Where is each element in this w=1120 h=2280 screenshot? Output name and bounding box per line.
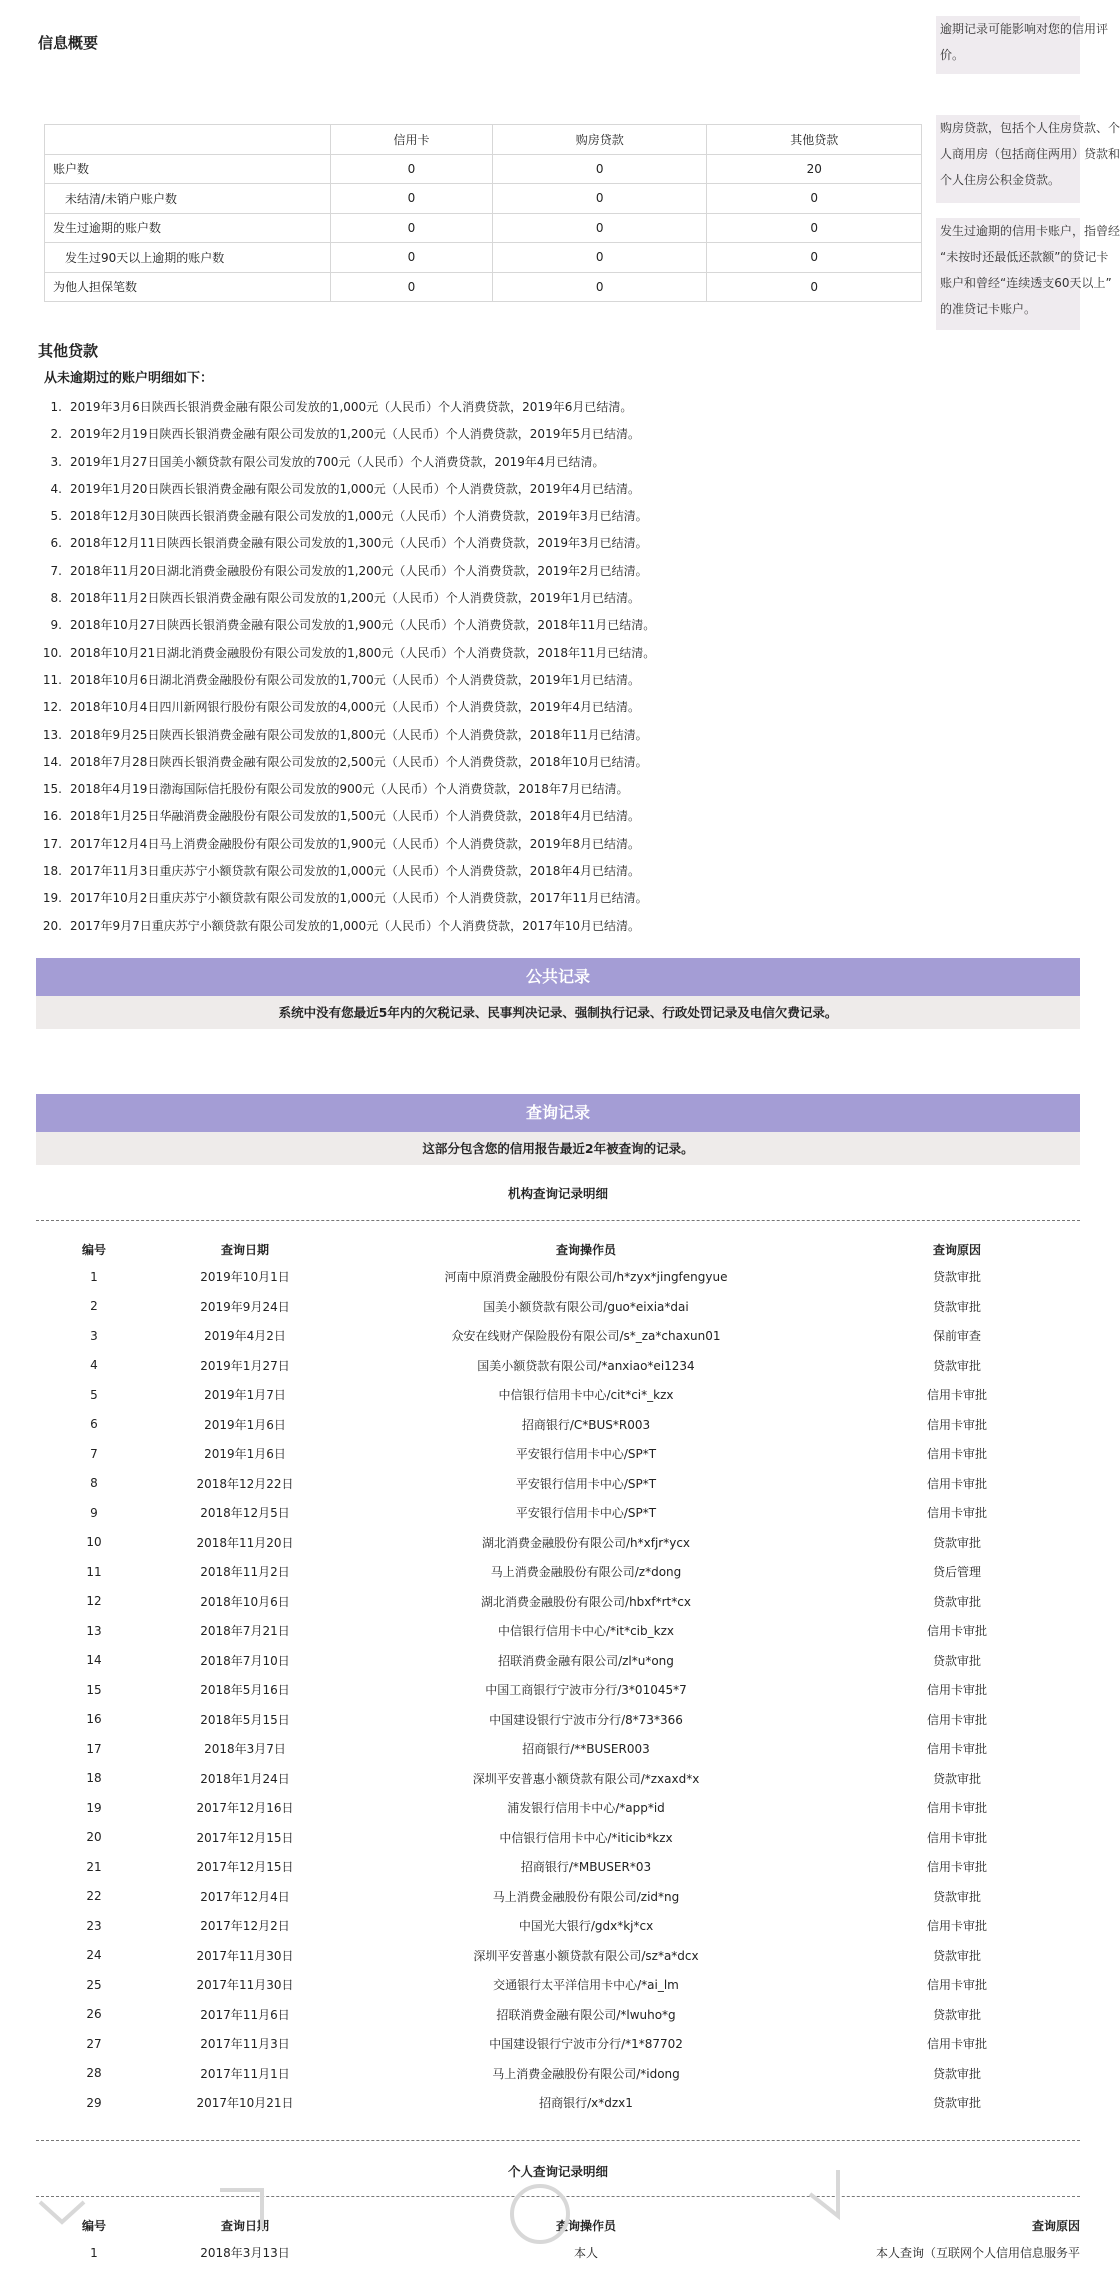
cell-reason: 本人查询（互联网个人信用信息服务平 <box>875 2246 1080 2261</box>
cell-value: 0 <box>492 272 707 302</box>
list-item <box>36 776 655 803</box>
list-item <box>36 858 655 885</box>
table-row <box>36 1734 1080 1764</box>
list-item <box>36 476 655 503</box>
list-item-text: 2019年1月20日陕西长银消费金融有限公司发放的1,000元（人民币）个人消费贷款，2019年4月已结清。 <box>70 481 640 496</box>
list-item-number: 9. <box>50 618 62 633</box>
cell-date: 2018年10月6日 <box>200 1594 290 1609</box>
cell-operator: 马上消费金融股份有限公司/*idong <box>492 2066 680 2081</box>
list-item-text: 2018年4月19日渤海国际信托股份有限公司发放的900元（人民币）个人消费贷款，2018年7月已结清。 <box>70 782 629 797</box>
cell-date: 2018年12月22日 <box>196 1476 294 1491</box>
table-row <box>36 2059 1080 2089</box>
cell-date: 2018年11月2日 <box>200 1565 290 1580</box>
cell-value: 0 <box>331 213 493 243</box>
cell-date: 2019年1月27日 <box>200 1358 290 1373</box>
cell-no: 11 <box>86 1564 102 1579</box>
personal-inquiry-title: 个人查询记录明细 <box>507 2164 608 2179</box>
table-row <box>36 1882 1080 1912</box>
header-mortgage: 购房贷款 <box>492 125 707 155</box>
list-item <box>36 585 655 612</box>
list-item-text: 2017年9月7日重庆苏宁小额贷款有限公司发放的1,000元（人民币）个人消费贷款，2017年10月已结清。 <box>70 918 640 933</box>
cell-no: 8 <box>90 1476 98 1491</box>
row-label: 发生过逾期的账户数 <box>45 213 331 243</box>
table-row <box>36 2000 1080 2030</box>
row-label: 为他人担保笔数 <box>45 272 331 302</box>
cell-operator: 中国工商银行宁波市分行/3*01045*7 <box>485 1683 687 1698</box>
divider <box>36 2196 1080 2197</box>
cell-operator: 平安银行信用卡中心/SP*T <box>515 1506 657 1521</box>
cell-value: 0 <box>492 184 707 214</box>
list-item-number: 17. <box>42 836 62 851</box>
table-row <box>36 1764 1080 1794</box>
list-item-text: 2017年11月3日重庆苏宁小额贷款有限公司发放的1,000元（人民币）个人消费贷款，2018年4月已结清。 <box>70 864 640 879</box>
cell-date: 2017年10月21日 <box>196 2096 294 2111</box>
cell-operator: 中信银行信用卡中心/*it*cib_kzx <box>498 1624 674 1639</box>
cell-date: 2017年11月30日 <box>196 1978 294 1993</box>
cell-reason: 保前审查 <box>932 1329 981 1344</box>
cell-operator: 湖北消费金融股份有限公司/hbxf*rt*cx <box>481 1594 691 1609</box>
list-item-number: 4. <box>50 481 62 496</box>
personal-inquiry-rows <box>36 2238 1080 2268</box>
cell-operator: 招联消费金融有限公司/zl*u*ong <box>498 1653 674 1668</box>
cell-date: 2017年11月3日 <box>200 2037 290 2052</box>
cell-reason: 贷款审批 <box>932 1535 981 1550</box>
list-item-text: 2018年11月2日陕西长银消费金融有限公司发放的1,200元（人民币）个人消费贷款，2019年1月已结清。 <box>70 591 640 606</box>
cell-date: 2018年3月7日 <box>204 1742 286 1757</box>
cell-no: 15 <box>86 1682 102 1697</box>
table-row <box>36 1410 1080 1440</box>
header-no: 编号 <box>81 1242 106 1257</box>
list-item-number: 16. <box>42 809 62 824</box>
cell-no: 1 <box>90 1269 98 1284</box>
list-item-number: 8. <box>50 591 62 606</box>
cell-reason: 信用卡审批 <box>926 1860 987 1875</box>
header-operator: 查询操作员 <box>555 2218 616 2233</box>
header-other-loans: 其他贷款 <box>707 125 922 155</box>
cell-operator: 本人 <box>573 2246 598 2261</box>
cell-operator: 马上消费金融股份有限公司/z*dong <box>490 1565 682 1580</box>
cell-reason: 信用卡审批 <box>926 1624 987 1639</box>
other-loans-title: 其他贷款 <box>38 342 99 360</box>
list-item <box>36 722 655 749</box>
cell-reason: 贷款审批 <box>932 1653 981 1668</box>
inquiry-table-header <box>36 1236 1080 1262</box>
cell-operator: 交通银行太平洋信用卡中心/*ai_lm <box>493 1978 679 1993</box>
cell-date: 2018年12月5日 <box>200 1506 290 1521</box>
list-item <box>36 831 655 858</box>
cell-operator: 中国建设银行宁波市分行/*1*87702 <box>489 2037 683 2052</box>
list-item-number: 20. <box>42 918 62 933</box>
cell-no: 1 <box>90 2245 98 2260</box>
institution-inquiry-title: 机构查询记录明细 <box>507 1186 608 1201</box>
cell-operator: 招商银行/x*dzx1 <box>539 2096 633 2111</box>
other-loans-intro: 从未逾期过的账户明细如下： <box>44 371 214 386</box>
list-item <box>36 667 655 694</box>
cell-reason: 贷款审批 <box>932 1594 981 1609</box>
table-row <box>36 1321 1080 1351</box>
cell-no: 2 <box>90 1299 98 1314</box>
cell-no: 17 <box>86 1741 102 1756</box>
row-label: 未结清/未销户账户数 <box>45 184 331 214</box>
cell-no: 25 <box>86 1977 102 1992</box>
cell-reason: 贷款审批 <box>932 1270 981 1285</box>
table-row <box>36 1823 1080 1853</box>
list-item <box>36 394 655 421</box>
row-label: 发生过90天以上逾期的账户数 <box>45 243 331 273</box>
row-label: 账户数 <box>45 154 331 184</box>
cell-reason: 信用卡审批 <box>926 1830 987 1845</box>
cell-date: 2019年1月6日 <box>204 1417 286 1432</box>
cell-operator: 中信银行信用卡中心/*iticib*kzx <box>499 1830 673 1845</box>
table-row <box>36 1292 1080 1322</box>
cell-value: 0 <box>707 272 922 302</box>
table-row <box>45 272 922 302</box>
cell-reason: 贷款审批 <box>932 2066 981 2081</box>
cell-reason: 信用卡审批 <box>926 1978 987 1993</box>
cell-date: 2017年12月2日 <box>200 1919 290 1934</box>
side-note-overdue: 逾期记录可能影响对您的信用评 价。 <box>936 16 1080 74</box>
cell-no: 4 <box>90 1358 98 1373</box>
table-row <box>36 1351 1080 1381</box>
cell-no: 22 <box>86 1889 102 1904</box>
cell-value: 0 <box>707 243 922 273</box>
cell-reason: 信用卡审批 <box>926 1683 987 1698</box>
cell-reason: 信用卡审批 <box>926 1919 987 1934</box>
cell-no: 23 <box>86 1918 102 1933</box>
cell-no: 6 <box>90 1417 98 1432</box>
cell-operator: 国美小额贷款有限公司/*anxiao*ei1234 <box>477 1358 695 1373</box>
list-item <box>36 749 655 776</box>
table-row <box>36 1498 1080 1528</box>
header-operator: 查询操作员 <box>555 1242 616 1257</box>
cell-date: 2018年7月21日 <box>200 1624 290 1639</box>
table-row <box>36 1911 1080 1941</box>
list-item <box>36 913 655 940</box>
cell-date: 2019年10月1日 <box>200 1270 290 1285</box>
header-date: 查询日期 <box>220 2218 269 2233</box>
cell-reason: 贷款审批 <box>932 2096 981 2111</box>
cell-no: 5 <box>90 1387 98 1402</box>
list-item-text: 2018年9月25日陕西长银消费金融有限公司发放的1,800元（人民币）个人消费贷款，2018年11月已结清。 <box>70 727 648 742</box>
header-no: 编号 <box>81 2218 106 2233</box>
table-row <box>36 1469 1080 1499</box>
list-item <box>36 503 655 530</box>
cell-no: 20 <box>86 1830 102 1845</box>
cell-no: 19 <box>86 1800 102 1815</box>
cell-date: 2017年12月16日 <box>196 1801 294 1816</box>
cell-date: 2017年12月15日 <box>196 1860 294 1875</box>
list-item-number: 2. <box>50 427 62 442</box>
table-row <box>45 184 922 214</box>
table-row <box>36 1675 1080 1705</box>
cell-operator: 平安银行信用卡中心/SP*T <box>515 1476 657 1491</box>
table-row <box>36 1587 1080 1617</box>
cell-date: 2017年11月1日 <box>200 2066 290 2081</box>
table-row <box>45 213 922 243</box>
table-row <box>36 2029 1080 2059</box>
cell-no: 18 <box>86 1771 102 1786</box>
cell-reason: 贷后管理 <box>932 1565 981 1580</box>
list-item-number: 12. <box>42 700 62 715</box>
cell-date: 2019年1月7日 <box>204 1388 286 1403</box>
cell-no: 29 <box>86 2095 102 2110</box>
cell-date: 2017年12月4日 <box>200 1889 290 1904</box>
list-item-number: 1. <box>50 400 62 414</box>
list-item-text: 2018年10月27日陕西长银消费金融有限公司发放的1,900元（人民币）个人消费贷款，2018年11月已结清。 <box>70 618 656 633</box>
cell-no: 3 <box>90 1328 98 1343</box>
cell-operator: 招联消费金融有限公司/*lwuho*g <box>496 2007 676 2022</box>
list-item-text: 2018年12月30日陕西长银消费金融有限公司发放的1,000元（人民币）个人消费贷款，2019年3月已结清。 <box>70 509 648 524</box>
list-item-text: 2018年1月25日华融消费金融股份有限公司发放的1,500元（人民币）个人消费贷款，2018年4月已结清。 <box>70 809 640 824</box>
table-row <box>45 243 922 273</box>
table-row <box>36 1970 1080 2000</box>
overview-table <box>44 124 922 302</box>
cell-value: 0 <box>331 184 493 214</box>
cell-no: 7 <box>90 1446 98 1461</box>
cell-no: 24 <box>86 1948 102 1963</box>
cell-date: 2018年5月16日 <box>200 1683 290 1698</box>
cell-value: 0 <box>707 184 922 214</box>
cell-reason: 贷款审批 <box>932 1771 981 1786</box>
cell-operator: 马上消费金融股份有限公司/zid*ng <box>492 1889 680 1904</box>
cell-value: 0 <box>707 213 922 243</box>
side-note-mortgage: 购房贷款，包括个人住房贷款、个 人商用房（包括商住两用）贷款和 个人住房公积金贷款。 <box>936 115 1080 203</box>
institution-inquiry-rows <box>36 1262 1080 2118</box>
cell-value: 0 <box>492 243 707 273</box>
header-date: 查询日期 <box>220 1242 269 1257</box>
cell-no: 27 <box>86 2036 102 2051</box>
public-records-note: 系统中没有您最近5年内的欠税记录、民事判决记录、强制执行记录、行政处罚记录及电信欠费记录。 <box>36 996 1080 1029</box>
list-item-number: 5. <box>50 509 62 524</box>
personal-inquiry-table <box>36 2212 1080 2268</box>
cell-operator: 招商银行/C*BUS*R003 <box>521 1417 651 1432</box>
table-row <box>45 154 922 184</box>
cell-date: 2017年11月6日 <box>200 2007 290 2022</box>
list-item-number: 11. <box>42 672 62 687</box>
list-item-text: 2017年12月4日马上消费金融股份有限公司发放的1,900元（人民币）个人消费贷款，2019年8月已结清。 <box>70 836 640 851</box>
list-item <box>36 694 655 721</box>
list-item-text: 2017年10月2日重庆苏宁小额贷款有限公司发放的1,000元（人民币）个人消费贷款，2017年11月已结清。 <box>70 891 648 906</box>
cell-date: 2019年4月2日 <box>204 1329 286 1344</box>
cell-no: 21 <box>86 1859 102 1874</box>
cell-reason: 贷款审批 <box>932 1358 981 1373</box>
cell-no: 26 <box>86 2007 102 2022</box>
table-row <box>36 2238 1080 2268</box>
cell-value: 0 <box>331 243 493 273</box>
public-records-header: 公共记录 <box>36 958 1080 996</box>
list-item-number: 15. <box>42 782 62 797</box>
cell-no: 28 <box>86 2066 102 2081</box>
cell-value: 0 <box>492 154 707 184</box>
cell-operator: 浦发银行信用卡中心/*app*id <box>507 1801 665 1816</box>
header-reason: 查询原因 <box>932 1242 981 1257</box>
table-row <box>36 1439 1080 1469</box>
list-item-number: 14. <box>42 754 62 769</box>
table-row <box>36 1380 1080 1410</box>
cell-operator: 国美小额贷款有限公司/guo*eixia*dai <box>483 1299 689 1314</box>
cell-reason: 信用卡审批 <box>926 1388 987 1403</box>
cell-reason: 贷款审批 <box>932 2007 981 2022</box>
cell-reason: 信用卡审批 <box>926 1506 987 1521</box>
cell-date: 2019年1月6日 <box>204 1447 286 1462</box>
header-blank <box>45 125 331 155</box>
loan-list <box>36 394 655 940</box>
cell-reason: 信用卡审批 <box>926 2037 987 2052</box>
cell-reason: 信用卡审批 <box>926 1417 987 1432</box>
cell-operator: 深圳平安普惠小额贷款有限公司/*zxaxd*x <box>472 1771 700 1786</box>
list-item-number: 3. <box>50 454 62 469</box>
cell-value: 20 <box>707 154 922 184</box>
table-row <box>36 1793 1080 1823</box>
list-item-number: 19. <box>42 891 62 906</box>
list-item <box>36 803 655 830</box>
table-row <box>36 1557 1080 1587</box>
cell-no: 14 <box>86 1653 102 1668</box>
list-item <box>36 421 655 448</box>
list-item-number: 7. <box>50 563 62 578</box>
cell-operator: 招商银行/*MBUSER*03 <box>520 1860 652 1875</box>
cell-no: 12 <box>86 1594 102 1609</box>
cell-operator: 中国建设银行宁波市分行/8*73*366 <box>489 1712 683 1727</box>
cell-reason: 贷款审批 <box>932 1889 981 1904</box>
table-row <box>36 1852 1080 1882</box>
header-credit-card: 信用卡 <box>331 125 493 155</box>
inquiry-records-header: 查询记录 <box>36 1094 1080 1132</box>
list-item-text: 2018年10月6日湖北消费金融股份有限公司发放的1,700元（人民币）个人消费贷款，2019年1月已结清。 <box>70 672 640 687</box>
cell-reason: 信用卡审批 <box>926 1447 987 1462</box>
list-item-number: 6. <box>50 536 62 551</box>
list-item <box>36 612 655 639</box>
cell-operator: 深圳平安普惠小额贷款有限公司/sz*a*dcx <box>473 1948 699 1963</box>
cell-value: 0 <box>331 272 493 302</box>
list-item-text: 2018年10月21日湖北消费金融股份有限公司发放的1,800元（人民币）个人消费贷款，2018年11月已结清。 <box>70 645 656 660</box>
list-item <box>36 530 655 557</box>
side-note-credit-card: 发生过逾期的信用卡账户，指曾经 “未按时还最低还款额”的贷记卡 账户和曾经“连续透支60天以上” 的准贷记卡账户。 <box>936 218 1080 330</box>
cell-operator: 招商银行/**BUSER003 <box>522 1742 650 1757</box>
list-item-text: 2018年12月11日陕西长银消费金融有限公司发放的1,300元（人民币）个人消费贷款，2019年3月已结清。 <box>70 536 648 551</box>
cell-no: 10 <box>86 1535 102 1550</box>
cell-value: 0 <box>331 154 493 184</box>
divider <box>36 1220 1080 1221</box>
table-row <box>36 1646 1080 1676</box>
list-item-number: 10. <box>42 645 62 660</box>
cell-date: 2018年7月10日 <box>200 1653 290 1668</box>
institution-inquiry-table <box>36 1236 1080 2118</box>
table-row <box>36 2088 1080 2118</box>
table-row <box>36 1262 1080 1292</box>
overview-table-header <box>45 125 922 155</box>
cell-reason: 信用卡审批 <box>926 1801 987 1816</box>
list-item-text: 2019年1月27日国美小额贷款有限公司发放的700元（人民币）个人消费贷款，2019年4月已结清。 <box>70 454 605 469</box>
cell-operator: 湖北消费金融股份有限公司/h*xfjr*ycx <box>481 1535 691 1550</box>
cell-reason: 信用卡审批 <box>926 1712 987 1727</box>
cell-date: 2018年5月15日 <box>200 1712 290 1727</box>
inquiry-table-header <box>36 2212 1080 2238</box>
cell-value: 0 <box>492 213 707 243</box>
header-reason: 查询原因 <box>1031 2218 1080 2233</box>
cell-date: 2017年12月15日 <box>196 1830 294 1845</box>
cell-operator: 众安在线财产保险股份有限公司/s*_za*chaxun01 <box>451 1329 721 1344</box>
list-item <box>36 885 655 912</box>
list-item <box>36 449 655 476</box>
cell-operator: 平安银行信用卡中心/SP*T <box>515 1447 657 1462</box>
divider <box>36 2140 1080 2141</box>
cell-reason: 贷款审批 <box>932 1299 981 1314</box>
cell-operator: 中国光大银行/gdx*kj*cx <box>518 1919 654 1934</box>
list-item-text: 2018年11月20日湖北消费金融股份有限公司发放的1,200元（人民币）个人消费贷款，2019年2月已结清。 <box>70 563 648 578</box>
table-row <box>36 1941 1080 1971</box>
cell-reason: 信用卡审批 <box>926 1742 987 1757</box>
cell-no: 9 <box>90 1505 98 1520</box>
table-row <box>36 1705 1080 1735</box>
list-item <box>36 558 655 585</box>
list-item <box>36 640 655 667</box>
cell-date: 2017年11月30日 <box>196 1948 294 1963</box>
list-item-text: 2019年3月6日陕西长银消费金融有限公司发放的1,000元（人民币）个人消费贷款，2019年6月已结清。 <box>70 400 633 414</box>
list-item-text: 2019年2月19日陕西长银消费金融有限公司发放的1,200元（人民币）个人消费贷款，2019年5月已结清。 <box>70 427 640 442</box>
list-item-number: 13. <box>42 727 62 742</box>
cell-reason: 信用卡审批 <box>926 1476 987 1491</box>
cell-date: 2019年9月24日 <box>200 1299 290 1314</box>
overview-title: 信息概要 <box>38 34 99 52</box>
list-item-text: 2018年10月4日四川新网银行股份有限公司发放的4,000元（人民币）个人消费贷款，2019年4月已结清。 <box>70 700 640 715</box>
cell-no: 13 <box>86 1623 102 1638</box>
inquiry-records-note: 这部分包含您的信用报告最近2年被查询的记录。 <box>36 1132 1080 1165</box>
table-row <box>36 1616 1080 1646</box>
cell-operator: 中信银行信用卡中心/cit*ci*_kzx <box>498 1388 674 1403</box>
table-row <box>36 1528 1080 1558</box>
list-item-number: 18. <box>42 864 62 879</box>
cell-no: 16 <box>86 1712 102 1727</box>
list-item-text: 2018年7月28日陕西长银消费金融有限公司发放的2,500元（人民币）个人消费贷款，2018年10月已结清。 <box>70 754 648 769</box>
cell-date: 2018年3月13日 <box>200 2246 290 2261</box>
cell-reason: 贷款审批 <box>932 1948 981 1963</box>
cell-date: 2018年1月24日 <box>200 1771 290 1786</box>
cell-date: 2018年11月20日 <box>196 1535 294 1550</box>
cell-operator: 河南中原消费金融股份有限公司/h*zyx*jingfengyue <box>444 1270 728 1285</box>
